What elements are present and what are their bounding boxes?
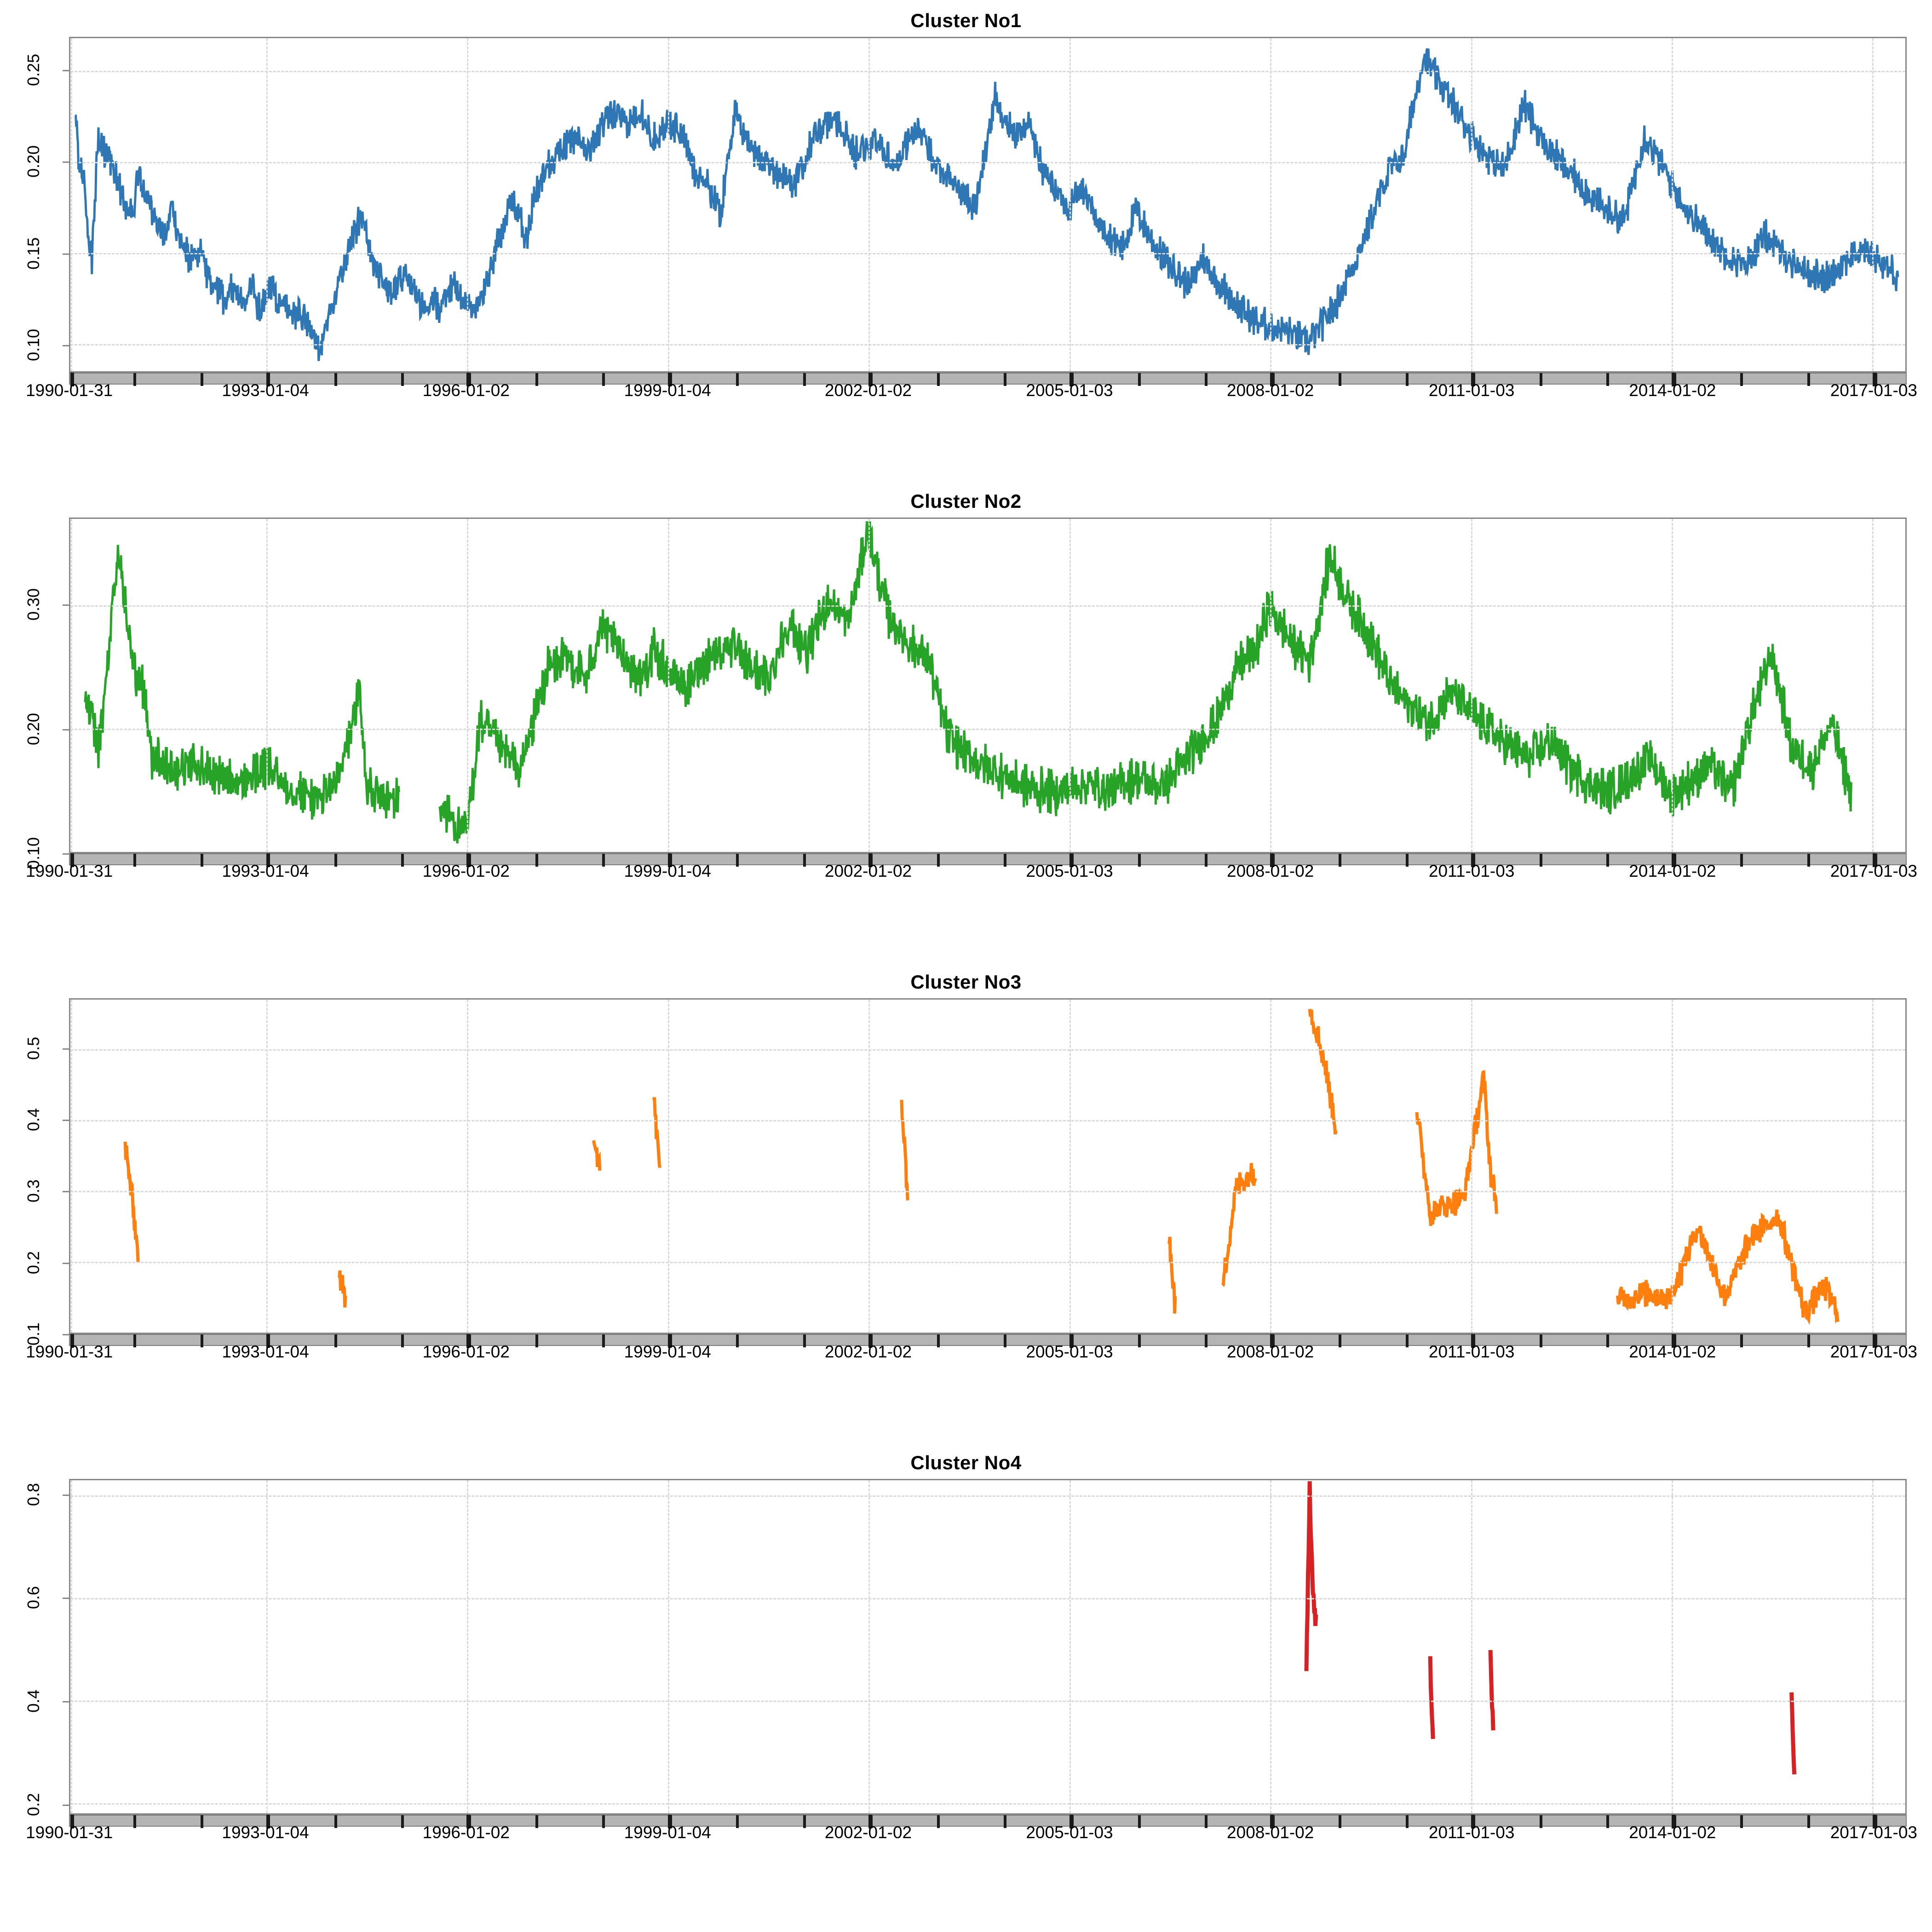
gridline-vertical	[1070, 1480, 1071, 1813]
series-path	[1430, 1656, 1433, 1739]
gridline-vertical	[1471, 519, 1472, 852]
series-cluster4	[70, 1480, 1905, 1813]
y-tick-label: 0.2	[24, 1251, 43, 1274]
y-tick-label: 0.30	[24, 588, 43, 621]
x-tick-label: 2017-01-03	[1830, 862, 1917, 880]
gridline-vertical	[71, 519, 72, 852]
x-tick-label: 2008-01-02	[1227, 1342, 1314, 1361]
x-tick-label: 2002-01-02	[824, 862, 912, 880]
x-tick-label: 1990-01-31	[26, 381, 113, 400]
x-tick-label: 2011-01-03	[1428, 1342, 1515, 1361]
gridline-horizontal	[70, 1049, 1905, 1051]
plot-box	[69, 518, 1907, 853]
gridline-vertical	[668, 1480, 669, 1813]
x-tick-label: 2008-01-02	[1227, 1823, 1314, 1842]
x-tick-label: 2014-01-02	[1629, 1342, 1716, 1361]
y-tick-mark	[63, 1701, 69, 1702]
y-tick-mark	[63, 729, 69, 730]
y-tick-mark	[63, 1805, 69, 1806]
y-tick-label: 0.20	[24, 713, 43, 745]
x-tick-label: 1999-01-04	[624, 862, 711, 880]
x-tick-label: 1996-01-02	[422, 381, 510, 400]
y-tick-mark	[63, 1263, 69, 1264]
gridline-vertical	[668, 519, 669, 852]
y-tick-label: 0.6	[24, 1586, 43, 1610]
y-tick-label: 0.2	[24, 1793, 43, 1816]
gridline-horizontal	[70, 344, 1905, 345]
y-tick-mark	[63, 345, 69, 346]
y-tick-label: 0.15	[24, 237, 43, 270]
gridline-vertical	[1872, 1480, 1874, 1813]
x-tick-label: 2011-01-03	[1428, 381, 1515, 400]
x-tick-label: 2014-01-02	[1629, 1823, 1716, 1842]
gridline-horizontal	[70, 1120, 1905, 1121]
gridline-vertical	[71, 38, 72, 371]
panel-title: Cluster No1	[910, 10, 1022, 31]
gridline-vertical	[668, 38, 669, 371]
x-tick-label: 2014-01-02	[1629, 381, 1716, 400]
gridline-vertical	[1070, 38, 1071, 371]
series-path	[902, 1100, 908, 1200]
gridline-horizontal	[70, 1701, 1905, 1702]
y-tick-mark	[63, 1191, 69, 1192]
y-tick-mark	[63, 1334, 69, 1335]
gridline-vertical	[467, 1480, 468, 1813]
y-tick-mark	[63, 1120, 69, 1121]
series-path	[1792, 1692, 1794, 1774]
gridline-vertical	[71, 1480, 72, 1813]
gridline-vertical	[1672, 38, 1673, 371]
gridline-horizontal	[70, 605, 1905, 607]
y-tick-mark	[63, 253, 69, 255]
x-tick-label: 2002-01-02	[824, 1823, 912, 1842]
x-tick-label: 1996-01-02	[422, 1342, 510, 1361]
series-path	[1490, 1650, 1493, 1730]
y-tick-mark	[63, 853, 69, 855]
panel-title: Cluster No2	[910, 490, 1022, 512]
x-tick-label: 1993-01-04	[222, 381, 309, 400]
gridline-horizontal	[70, 253, 1905, 254]
x-tick-label: 2005-01-03	[1026, 862, 1113, 880]
plot-area-4	[24, 1479, 1907, 1816]
plot-box	[69, 1479, 1907, 1815]
series-path	[1417, 1072, 1496, 1226]
x-tick-label: 2008-01-02	[1227, 381, 1314, 400]
y-tick-mark	[63, 1495, 69, 1496]
series-path	[1618, 1210, 1838, 1322]
y-tick-mark	[63, 1048, 69, 1050]
gridline-vertical	[868, 1480, 870, 1813]
series-path	[1169, 1237, 1175, 1314]
x-tick-label: 1990-01-31	[26, 1823, 113, 1842]
series-path	[339, 1271, 345, 1307]
x-axis-labels	[26, 1334, 1917, 1362]
plot-area-2	[24, 518, 1907, 870]
gridline-vertical	[1872, 38, 1874, 371]
plot-area-1	[24, 37, 1907, 373]
panel-title: Cluster No3	[910, 971, 1022, 993]
panel-title: Cluster No4	[910, 1452, 1022, 1473]
y-tick-mark	[63, 604, 69, 606]
x-tick-label: 2005-01-03	[1026, 1342, 1113, 1361]
y-tick-label: 0.10	[24, 837, 43, 870]
y-tick-label: 0.4	[24, 1689, 43, 1713]
gridline-vertical	[1270, 1480, 1271, 1813]
gridline-horizontal	[70, 729, 1905, 730]
gridline-vertical	[1672, 519, 1673, 852]
series-cluster1	[70, 38, 1905, 371]
gridline-vertical	[1471, 1480, 1472, 1813]
plot-area-3	[24, 998, 1907, 1346]
x-tick-label: 2002-01-02	[824, 1342, 912, 1361]
y-tick-mark	[63, 70, 69, 71]
y-tick-label: 0.20	[24, 145, 43, 178]
x-tick-label: 2005-01-03	[1026, 381, 1113, 400]
gridline-vertical	[467, 38, 468, 371]
x-tick-label: 2002-01-02	[824, 381, 912, 400]
gridline-vertical	[1270, 38, 1271, 371]
plot-box	[69, 998, 1907, 1334]
gridline-horizontal	[70, 1803, 1905, 1805]
gridline-vertical	[1672, 1480, 1673, 1813]
x-tick-label: 2017-01-03	[1830, 1342, 1917, 1361]
gridline-horizontal	[70, 1262, 1905, 1263]
gridline-vertical	[1872, 519, 1874, 852]
gridline-horizontal	[70, 162, 1905, 163]
x-tick-label: 2005-01-03	[1026, 1823, 1113, 1842]
gridline-vertical	[467, 519, 468, 852]
y-tick-label: 0.8	[24, 1483, 43, 1506]
x-tick-label: 1993-01-04	[222, 862, 309, 880]
x-tick-label: 2011-01-03	[1428, 862, 1515, 880]
x-tick-label: 2008-01-02	[1227, 862, 1314, 880]
gridline-horizontal	[70, 1191, 1905, 1192]
y-tick-mark	[63, 161, 69, 163]
gridline-horizontal	[70, 71, 1905, 72]
series-path	[1306, 1481, 1316, 1671]
gridline-vertical	[266, 38, 268, 371]
chart-panel-2	[0, 485, 1932, 966]
gridline-horizontal	[70, 1598, 1905, 1599]
x-tick-label: 1990-01-31	[26, 862, 113, 880]
gridline-vertical	[1070, 519, 1071, 852]
x-axis-labels	[26, 373, 1917, 400]
gridline-horizontal	[70, 1495, 1905, 1497]
x-tick-label: 1999-01-04	[624, 1823, 711, 1842]
gridline-vertical	[266, 519, 268, 852]
series-path	[594, 1140, 600, 1171]
plot-box	[69, 37, 1907, 373]
y-tick-label: 0.10	[24, 329, 43, 362]
x-tick-label: 2017-01-03	[1830, 1823, 1917, 1842]
series-cluster2	[70, 519, 1905, 852]
x-tick-label: 1993-01-04	[222, 1342, 309, 1361]
series-path	[1223, 1163, 1255, 1286]
gridline-vertical	[868, 519, 870, 852]
gridline-vertical	[868, 38, 870, 371]
chart-panel-4	[0, 1447, 1932, 1927]
gridline-vertical	[266, 1480, 268, 1813]
y-tick-label: 0.3	[24, 1179, 43, 1203]
x-tick-label: 1999-01-04	[624, 1342, 711, 1361]
x-tick-label: 1999-01-04	[624, 381, 711, 400]
series-path	[75, 48, 1898, 361]
y-tick-label: 0.25	[24, 53, 43, 86]
chart-panel-1	[0, 5, 1932, 485]
y-tick-label: 0.5	[24, 1036, 43, 1060]
x-tick-label: 2017-01-03	[1830, 381, 1917, 400]
series-path	[1310, 1009, 1336, 1134]
chart-panel-3	[0, 966, 1932, 1447]
x-tick-label: 1996-01-02	[422, 1823, 510, 1842]
series-path	[125, 1142, 138, 1263]
x-tick-label: 1996-01-02	[422, 862, 510, 880]
x-tick-label: 2011-01-03	[1428, 1823, 1515, 1842]
x-axis-labels	[26, 853, 1917, 881]
series-path	[440, 521, 1851, 843]
gridline-vertical	[1471, 38, 1472, 371]
x-axis-labels	[26, 1815, 1917, 1842]
series-path	[85, 545, 399, 819]
x-tick-label: 2014-01-02	[1629, 862, 1716, 880]
x-tick-label: 1990-01-31	[26, 1342, 113, 1361]
x-tick-label: 1993-01-04	[222, 1823, 309, 1842]
y-tick-label: 0.4	[24, 1108, 43, 1132]
gridline-vertical	[1270, 519, 1271, 852]
y-tick-label: 0.1	[24, 1322, 43, 1346]
series-path	[654, 1098, 660, 1168]
y-tick-mark	[63, 1598, 69, 1599]
